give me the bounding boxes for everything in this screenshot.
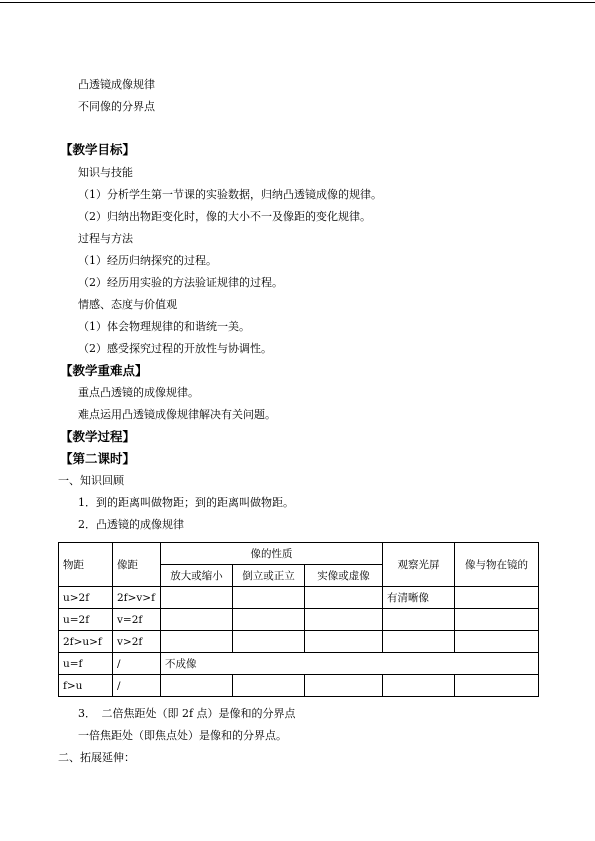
cell-blank	[455, 609, 539, 631]
cell-u: u=f	[59, 653, 113, 675]
goal-item: （1）经历归纳探究的过程。	[78, 254, 217, 267]
header-screen: 观察光屏	[383, 543, 455, 587]
cell-blank	[383, 609, 455, 631]
review-item-3-continued: 一倍焦距处（即焦点处）是像和的分界点。	[78, 729, 287, 742]
cell-u: u>2f	[59, 587, 113, 609]
cell-blank	[455, 675, 539, 697]
header-orientation: 倒立或正立	[233, 565, 305, 587]
intro-line-2: 不同像的分界点	[78, 100, 155, 113]
intro-line-1: 凸透镜成像规律	[78, 78, 155, 91]
cell-blank	[455, 587, 539, 609]
section-review: 一、知识回顾	[58, 474, 124, 487]
cell-blank	[233, 675, 305, 697]
cell-blank	[383, 675, 455, 697]
header-object-distance: 物距	[59, 543, 113, 587]
goal-group-title: 知识与技能	[78, 166, 133, 179]
cell-screen: 有清晰像	[383, 587, 455, 609]
goals-heading: 【教学目标】	[60, 142, 136, 157]
goal-item: （2）归纳出物距变化时，像的大小不一及像距的变化规律。	[78, 210, 371, 223]
goal-group-title: 过程与方法	[78, 232, 133, 245]
goal-item: （2）经历用实验的方法验证规律的过程。	[78, 276, 283, 289]
goal-item: （1）体会物理规律的和谐统一美。	[78, 320, 250, 333]
cell-blank	[305, 631, 383, 653]
review-item-3: 3． 二倍焦距处（即 2f 点）是像和的分界点	[78, 707, 296, 720]
goal-item: （1）分析学生第一节课的实验数据，归纳凸透镜成像的规律。	[78, 188, 382, 201]
cell-v: v=2f	[113, 609, 161, 631]
process-heading: 【教学过程】	[60, 429, 136, 444]
review-item-2: 2．凸透镜的成像规律	[78, 518, 184, 531]
cell-blank	[455, 631, 539, 653]
cell-blank	[305, 587, 383, 609]
cell-blank	[233, 587, 305, 609]
cell-blank	[161, 587, 233, 609]
cell-blank	[305, 609, 383, 631]
goal-group-title: 情感、态度与价值观	[78, 298, 177, 311]
table-row	[59, 587, 539, 609]
header-position: 像与物在镜的	[455, 543, 539, 587]
cell-u: u=2f	[59, 609, 113, 631]
cell-blank	[161, 631, 233, 653]
cell-blank	[383, 631, 455, 653]
imaging-rules-table	[58, 542, 539, 697]
cell-blank	[161, 675, 233, 697]
cell-u: 2f>u>f	[59, 631, 113, 653]
goal-item: （2）感受探究过程的开放性与协调性。	[78, 342, 272, 355]
cell-v: /	[113, 653, 161, 675]
cell-v: v>2f	[113, 631, 161, 653]
cell-v: /	[113, 675, 161, 697]
header-real-virtual: 实像或虚像	[305, 565, 383, 587]
header-size: 放大或缩小	[161, 565, 233, 587]
key-point: 重点凸透镜的成像规律。	[78, 386, 199, 399]
cell-no-image: 不成像	[161, 653, 539, 675]
review-item-1: 1．到的距离叫做物距；到的距离叫做物距。	[78, 496, 294, 509]
lesson-heading: 【第二课时】	[60, 451, 136, 466]
table-row	[59, 675, 539, 697]
header-image-nature: 像的性质	[161, 543, 383, 565]
cell-u: f>u	[59, 675, 113, 697]
key-points-heading: 【教学重难点】	[60, 363, 148, 378]
cell-blank	[161, 609, 233, 631]
cell-v: 2f>v>f	[113, 587, 161, 609]
header-rule	[0, 2, 595, 3]
table-row	[59, 609, 539, 631]
table-row	[59, 631, 539, 653]
cell-blank	[233, 609, 305, 631]
cell-blank	[233, 631, 305, 653]
section-extension: 二、拓展延伸：	[58, 751, 135, 764]
cell-blank	[305, 675, 383, 697]
difficult-point: 难点运用凸透镜成像规律解决有关问题。	[78, 408, 276, 421]
table-row	[59, 653, 539, 675]
header-image-distance: 像距	[113, 543, 161, 587]
